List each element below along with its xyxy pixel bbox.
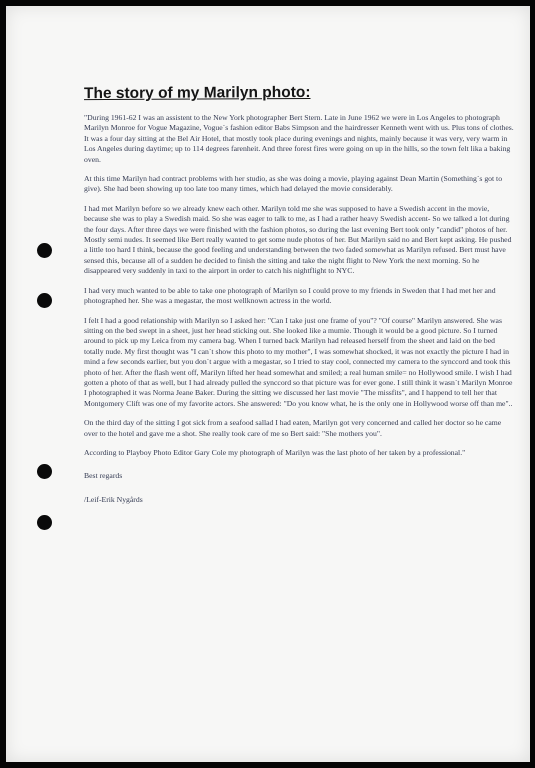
document-title: The story of my Marilyn photo: — [83, 83, 311, 103]
paragraph-contract: At this time Marilyn had contract problems with her studio, as she was doing a movie, playing against Dean Martin (Something´s got to give). She had been showing up too late too many times, which had delayed the movie considerably. — [84, 174, 503, 194]
closing: Best regards — [84, 471, 123, 481]
paragraph-photo: I felt I had a good relationship with Marilyn so I asked her: "Can I take just one frame of you"? "Of course" Marilyn answered. She was sitting on the bed swept in a sheet, just her head sticking out. She looked like a mumie. Though it would be a good picture. So I turned around to pick up my Leica from my camera bag. When I turned back Marilyn had released herself from the sheet and laid on the bed totally nude. My first thought was "I can´t show this photo to my mother", I was somewhat shocked, it was not exactly the picture I had in mind a few seconds earlier, but you don´t argue with a megastar, so I tried to stay cool, connected my camera to the synccord and took this photo of her. After the flash went off, Marilyn lifted her head somewhat and smiled; a real human smile= no Hollywood smile. I wish I had gotten a photo of that as well, but I had already pulled the synccord so that picture was for ever gone. I still think it wasn´t Marilyn Monroe I photographed it was Norma Jeane Baker. During the sitting we discussed her last movie "The missfits", and I happend to tell her that Montgomery Clift was one of my favorite actors. She answered: "Do you know what, he is the only one in Hollywood worse off than me".. — [84, 315, 513, 408]
signature: /Leif-Erik Nygårds — [84, 494, 143, 504]
paper-sheet — [6, 6, 530, 762]
paragraph-accent: I had met Marilyn before so we already knew each other. Marilyn told me she was supposed to have a Swedish accent in the movie, because she was to play a Swedish maid. So she was eager to talk to me, as I had a rather heavy Swedish accent- So we talked a lot during the four days. After three days we were finished with the fashion photos, so during the last evening Bert took only "candid" photos of her. Mostly semi nudes. It seemed like Bert really wanted to get some nude photos of her. But Marilyn said no and Bert kept asking. He pushed a little too hard I think, because the good feeling and understanding between the two faded somewhat as Marilyn refused. Bert must have sensed this, because all of a sudden he decided to finish the sitting and take the night flight to New York the next morning. So he disappeared very suddenly in taxi to the airport in order to catch his nightflight to NYC. — [84, 203, 512, 276]
paragraph-sick: On the third day of the sitting I got sick from a seafood sallad I had eaten, Marilyn got very concerned and called her doctor so he came over to the hotel and gave me a shot. She really took care of me so Bert said: "She mothers you". — [84, 418, 502, 438]
punch-hole — [37, 243, 52, 258]
paragraph-intro: "During 1961-62 I was an assistent to the New York photographer Bert Stern. Late in June 1962 we were in Los Angeles to photograph Marilyn Monroe for Vogue Magazine, Vogue´s fashion editor Babs Simpson and the hairdresser Kenneth went with us. Plus tons of clothes. It was a four day sitting at the Bel Air Hotel, that mostly took place during evenings and nights, mainly because it was very, very warm in Los Angeles during daytime; up to 114 degrees farenheit. And three forest fires were going on up in the hills, so the town felt lika a baking oven. — [84, 113, 514, 164]
punch-hole — [37, 464, 52, 479]
punch-hole — [37, 293, 52, 308]
letter-content — [84, 84, 514, 514]
paragraph-wish: I had very much wanted to be able to take one photograph of Marilyn so I could prove to my friends in Sweden that I had met her and photographed her. She was a megastar, the most wellknown actress in the world. — [84, 285, 496, 306]
punch-hole — [37, 515, 52, 530]
paragraph-last-photo: According to Playboy Photo Editor Gary Cole my photograph of Marilyn was the last photo of her taken by a professional." — [84, 447, 466, 457]
